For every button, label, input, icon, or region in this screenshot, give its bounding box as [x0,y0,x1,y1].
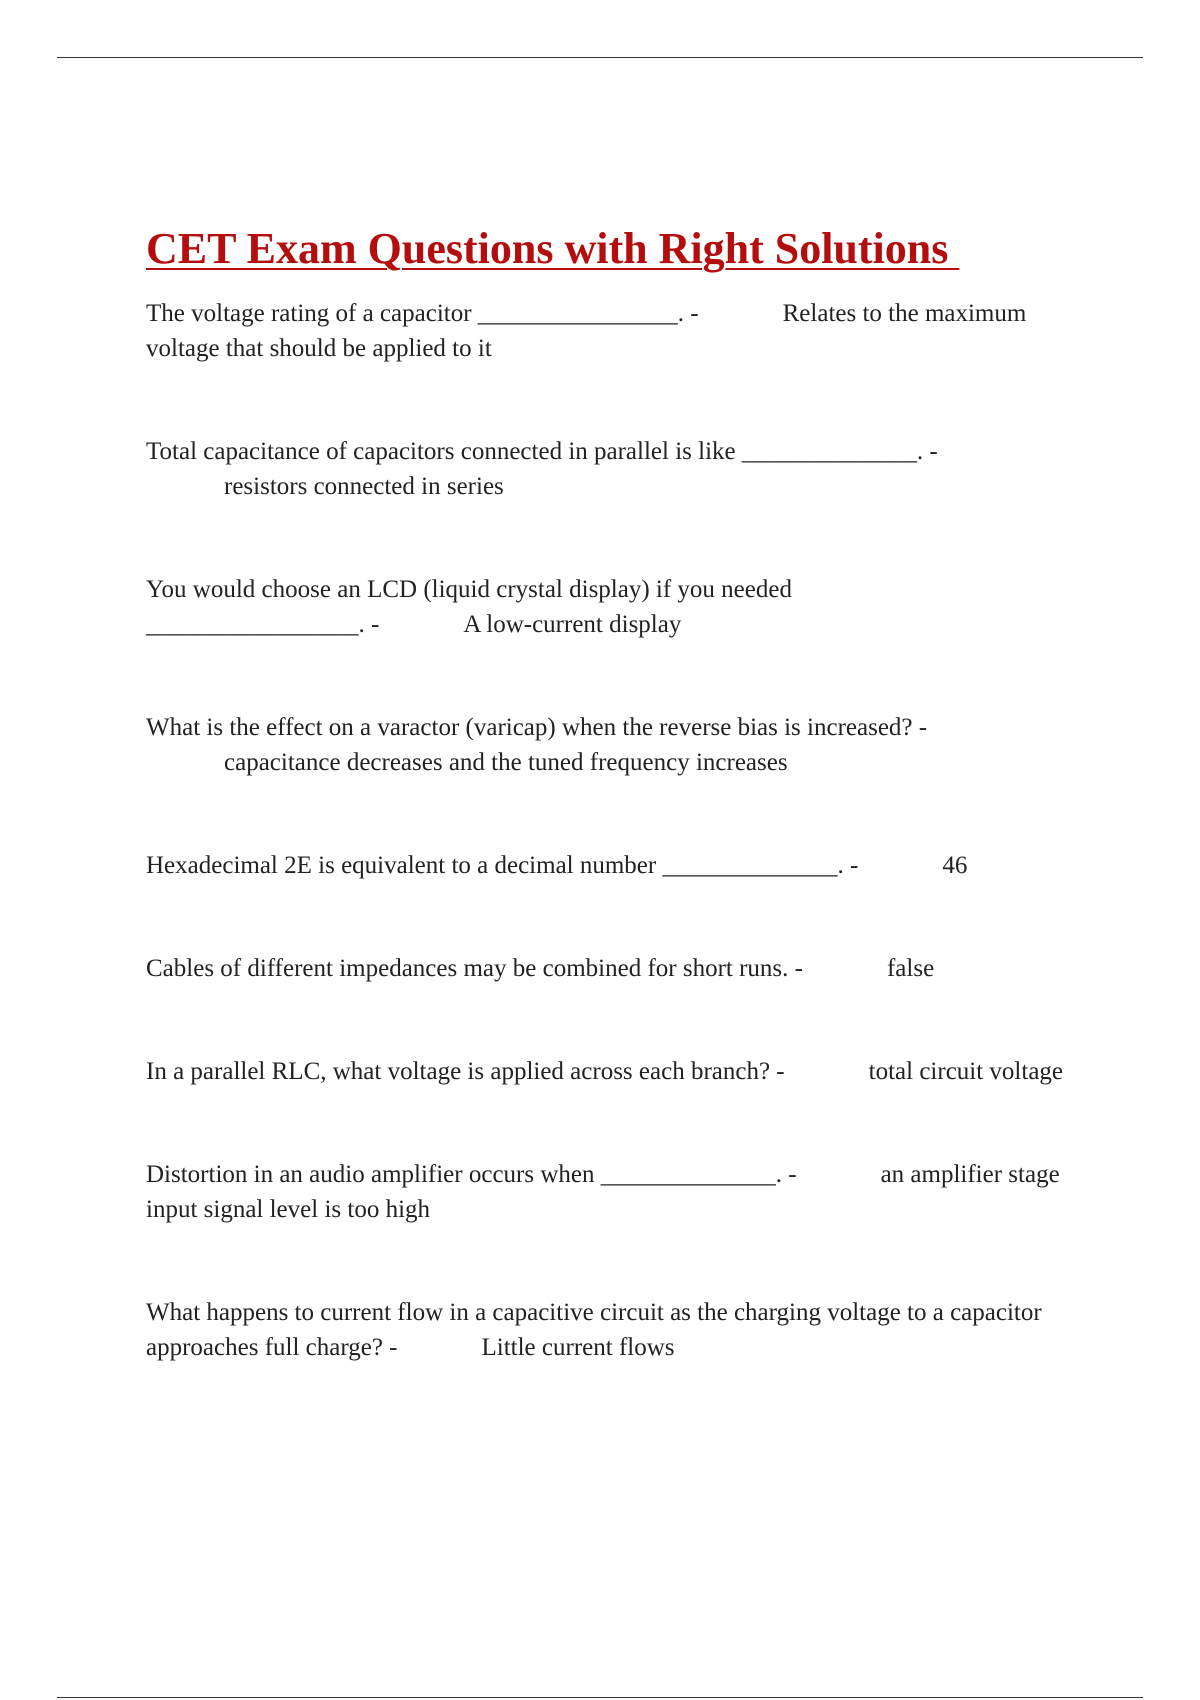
answer-text: A low-current display [463,611,682,638]
qa-item [146,1295,1076,1365]
question-text: The voltage rating of a capacitor ________________. - [146,300,699,327]
document-title: CET Exam Questions with Right Solutions [146,224,960,273]
question-text: Cables of different impedances may be combined for short runs. - [146,955,803,982]
question-text: What happens to current flow in a capacitive circuit as the charging voltage to a capacitor approaches full charge? - [146,1299,1042,1361]
answer-text: total circuit voltage [868,1058,1064,1085]
qa-item [146,572,966,642]
answer-text: resistors connected in series [224,473,504,500]
question-text: You would choose an LCD (liquid crystal display) if you needed _________________. - [146,576,792,638]
qa-item [146,1054,1096,1089]
answer-text: capacitance decreases and the tuned frequency increases [224,749,788,776]
answer-text: Relates to the maximum voltage that should be applied to it [146,300,1027,362]
qa-item [146,434,1096,504]
question-text: What is the effect on a varactor (varicap) when the reverse bias is increased? - [146,714,928,741]
qa-item [146,1157,1096,1227]
bottom-rule [57,1697,1143,1698]
qa-item [146,710,1096,780]
top-rule [57,57,1143,58]
question-text: Hexadecimal 2E is equivalent to a decimal number ______________. - [146,852,859,879]
question-text: Distortion in an audio amplifier occurs when ______________. - [146,1161,797,1188]
answer-text: Little current flows [481,1334,675,1361]
qa-item [146,848,1096,883]
qa-item [146,951,1096,986]
answer-text: an amplifier stage input signal level is too high [146,1161,1060,1223]
question-text: Total capacitance of capacitors connected in parallel is like ______________. - [146,438,938,465]
question-text: In a parallel RLC, what voltage is applied across each branch? - [146,1058,785,1085]
document-body [146,222,1096,1365]
qa-item [146,296,1096,366]
answer-text: false [886,955,935,982]
answer-text: 46 [942,852,968,879]
